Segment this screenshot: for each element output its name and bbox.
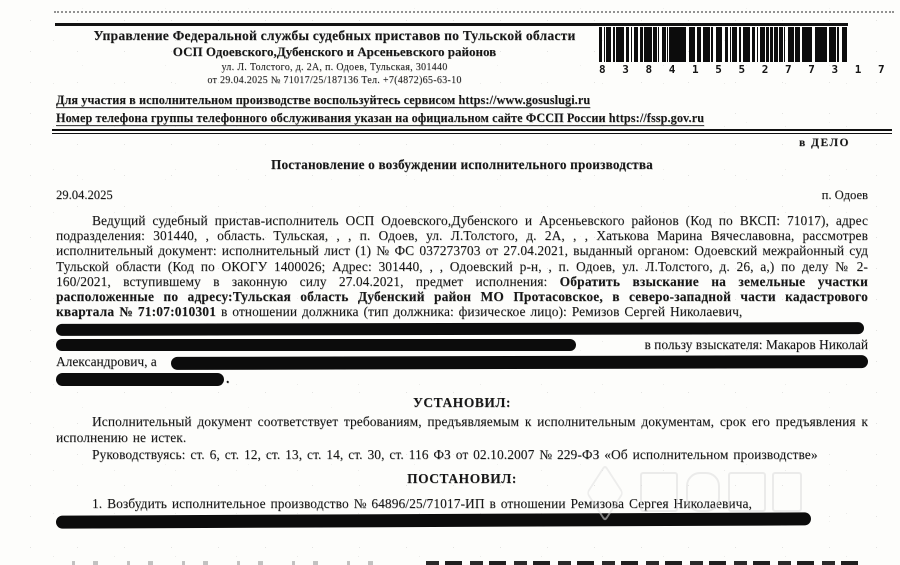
- letterhead-org-line2: ОСП Одоевского,Дубенского и Арсеньевского районов: [172, 44, 497, 60]
- findings-paragraph: Исполнительный документ соответствует требованиям, предъявляемым к исполнительным документам, срок его предъявления к исполнению не истек.: [56, 414, 868, 445]
- clipped-text-line: [56, 560, 860, 565]
- document-title: Постановление о возбуждении исполнительного производства: [271, 157, 653, 172]
- redacted-block: [56, 323, 868, 386]
- watermark-glyph: [728, 472, 766, 512]
- redaction-bar: [56, 323, 864, 337]
- watermark-glyph: [686, 472, 720, 512]
- legal-basis-paragraph: Руководствуясь: ст. 6, ст. 12, ст. 13, ст. 14, ст. 30, ст. 116 ФЗ от 02.10.2007 № 229-ФЗ «Об исполнительном производстве»: [92, 446, 818, 462]
- postanovil-heading: ПОСТАНОВИЛ:: [407, 471, 517, 487]
- preamble-paragraph: [56, 213, 868, 319]
- watermark: [588, 468, 803, 514]
- double-rule-divider: [52, 129, 892, 134]
- redaction-bar: [171, 355, 868, 370]
- letterhead-address: ул. Л. Толстого, д. 2А, п. Одоев, Тульская, 301440: [221, 61, 448, 73]
- letterhead-ref-number: от 29.04.2025 № 71017/25/187136 Тел. +7(4872)65-63-10: [207, 74, 462, 86]
- trailing-punctuation: .: [226, 371, 230, 387]
- letterhead-org-line1: Управление Федеральной службы судебных приставов по Тульской области: [93, 28, 576, 43]
- preamble-text-2: в отношении должника (тип должника: физическое лицо): Ремизов Сергей Николаевич,: [216, 304, 743, 320]
- resolution-item-1: 1. Возбудить исполнительное производство № 64896/25/71017-ИП в отношении Ремизова Сергея Николаевича,: [92, 496, 753, 512]
- in-deed-stamp: в ДЕЛО: [798, 137, 850, 149]
- claimant-label: в пользу взыскателя: Макаров Николай: [644, 337, 868, 353]
- claimant-continuation: Александрович, а: [56, 354, 157, 370]
- watermark-glyph: [640, 472, 678, 512]
- clipped-text-fragment: [72, 561, 394, 565]
- document-date: 29.04.2025: [56, 188, 113, 202]
- ustanovil-heading: УСТАНОВИЛ:: [412, 395, 512, 411]
- redaction-bar: [56, 339, 576, 351]
- document-place: п. Одоев: [821, 188, 868, 202]
- gosuslugi-notice: Для участия в исполнительном производстве воспользуйтесь сервисом https://www.gosuslugi.ru: [56, 93, 591, 107]
- redaction-bar: [56, 513, 811, 529]
- redaction-bar: [56, 373, 224, 386]
- fssp-phone-notice: Номер телефона группы телефонного обслуживания указан на официальном сайте ФССП России https://fssp.gov.ru: [56, 111, 705, 125]
- watermark-glyph: [586, 464, 624, 522]
- preamble-text-1: Ведущий судебный пристав-исполнитель ОСП Одоевского,Дубенского и Арсеньевского районов (Код по ВКСП: 71017), адрес подразделения: 301440, , область. Тульская, , , п. Одоев, ул. Л.Толстого, д. 2А, , , Хатькова Марина Вячеславовна, рассмотрев исполнительный документ: исполнительный лист (1) № ФС 037273703 от 27.04.2021, выданный органом: Одоевский межрайонный суд Тульской области (Код по ОКОГУ 1400026; Адрес: 301440, , , Одоевский р-н, , п. Одоев, ул. Л.Толстого, д. 26, а,) по делу № 2-160/2021, вступившему в законную силу 27.04.2021, предмет исполнения:: [56, 213, 868, 289]
- barcode-digits: 8 3 8 4 1 5 5 2 7 7 3 1 7: [599, 63, 890, 76]
- watermark-glyph: [772, 472, 802, 512]
- clipped-text-fragment: [426, 561, 860, 565]
- date-place-row: [56, 188, 868, 203]
- subject-of-execution-bold: Обратить взыскание на земельные участки расположенные по адресу:Тульская область Дубенский район МО Протасовское, в северо-западной части кадастрового квартала № 71:07:010301: [56, 273, 868, 320]
